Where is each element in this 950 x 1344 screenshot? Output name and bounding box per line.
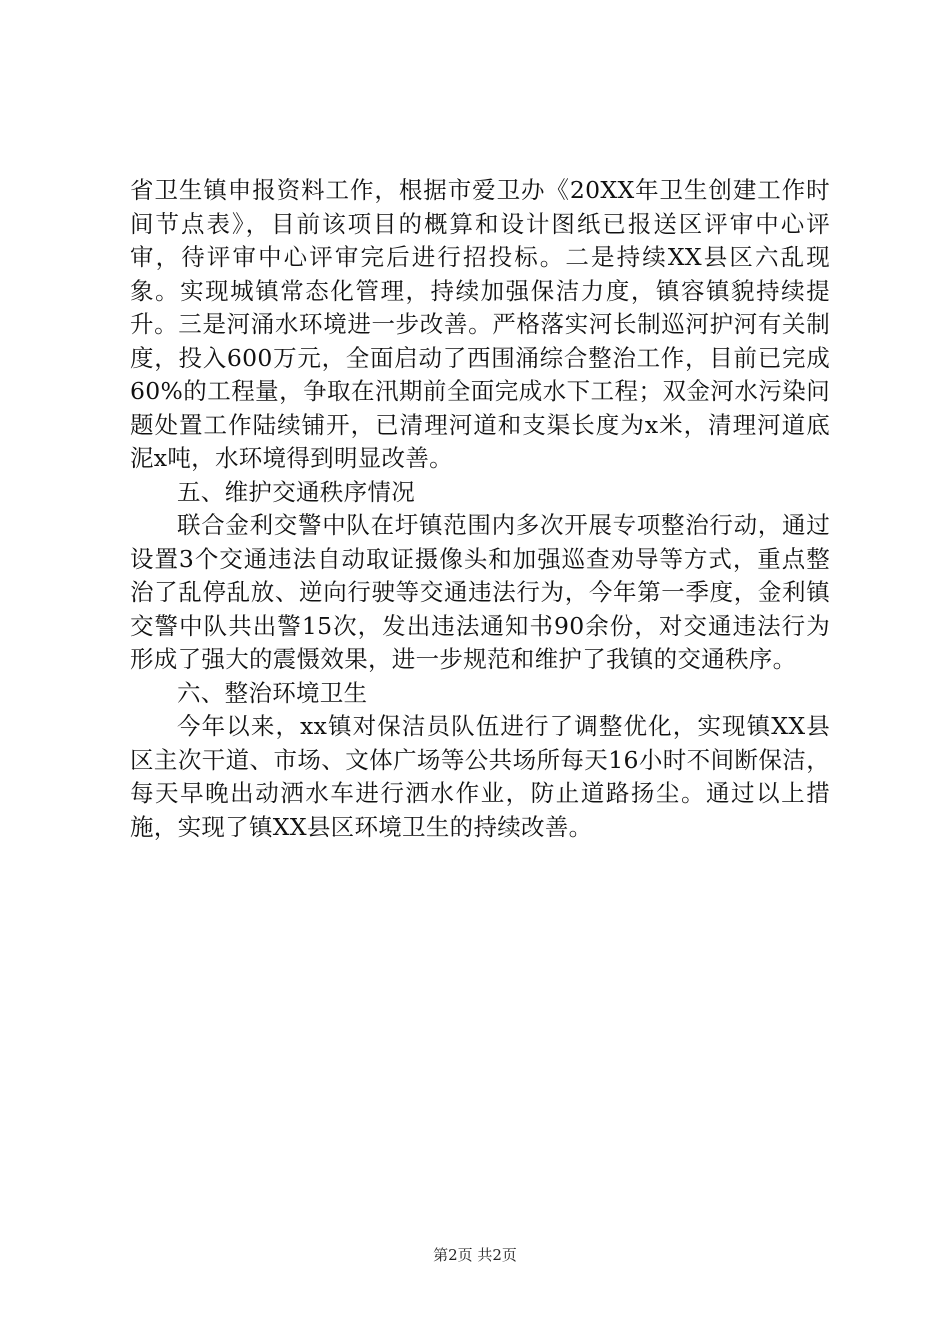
page-footer: 第2页 共2页 [433,1246,517,1264]
body-paragraph: 今年以来，xx镇对保洁员队伍进行了调整优化，实现镇XX县区主次干道、市场、文体广场等公共场所每天16小时不间断保洁，每天早晚出动洒水车进行洒水作业，防止道路扬尘。通过以上措施，实现了镇XX县区环境卫生的持续改善。 [130,712,830,841]
document-body [130,174,830,844]
section-heading: 六、整治环境卫生 [177,678,368,707]
body-paragraph: 联合金利交警中队在圩镇范围内多次开展专项整治行动，通过设置3个交通违法自动取证摄像头和加强巡查劝导等方式，重点整治了乱停乱放、逆向行驶等交通违法行为，今年第一季度，金利镇交警中队共出警15次，发出违法通知书90余份，对交通违法行为形成了强大的震慑效果，进一步规范和维护了我镇的交通秩序。 [130,511,830,673]
body-paragraph: 省卫生镇申报资料工作，根据市爱卫办《20XX年卫生创建工作时间节点表》，目前该项目的概算和设计图纸已报送区评审中心评审，待评审中心评审完后进行招投标。二是持续XX县区六乱现象。实现城镇常态化管理，持续加强保洁力度，镇容镇貌持续提升。三是河涌水环境进一步改善。严格落实河长制巡河护河有关制度，投入600万元，全面启动了西围涌综合整治工作，目前已完成60%的工程量，争取在汛期前全面完成水下工程；双金河水污染问题处置工作陆续铺开，已清理河道和支渠长度为x米，清理河道底泥x吨，水环境得到明显改善。 [130,176,830,472]
section-heading: 五、维护交通秩序情况 [177,477,415,506]
